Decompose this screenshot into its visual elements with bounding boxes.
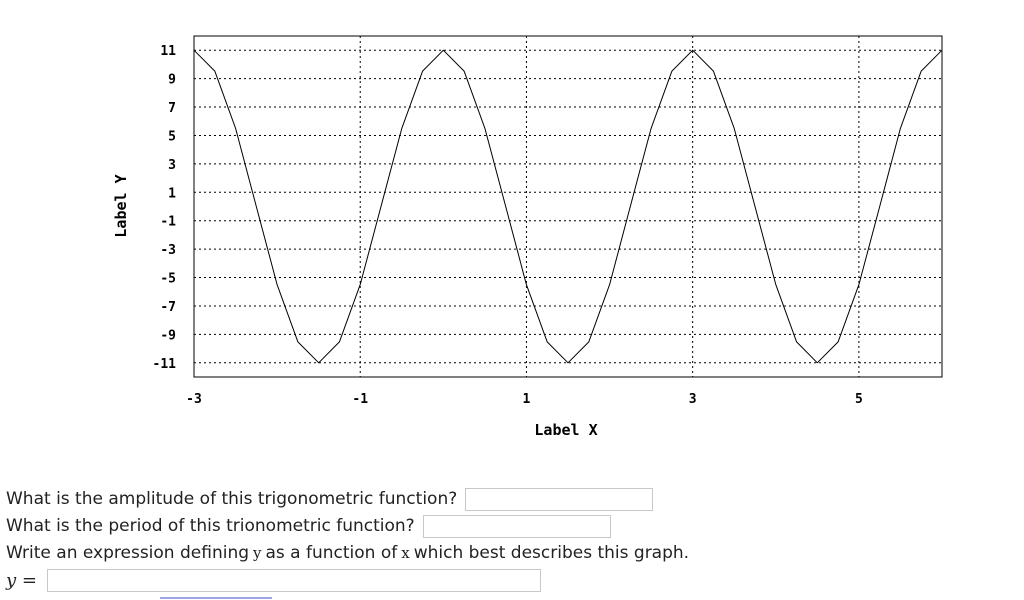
series-layer [194,50,942,363]
plot-frame [194,36,942,377]
variable-y: y [253,544,262,562]
amplitude-input[interactable] [465,488,653,511]
y-tick-label: 7 [168,101,176,117]
y-tick-label: -5 [160,271,176,287]
question-amplitude [6,486,1016,513]
y-tick-labels [153,44,177,372]
scroll-indicator [160,597,272,599]
y-tick-label: 5 [168,129,176,145]
series-line [194,50,942,363]
y-tick-label: 1 [168,186,176,202]
y-axis-label: Label Y [112,174,130,238]
y-tick-label: -1 [160,214,176,230]
x-tick-label: 1 [522,392,531,407]
x-tick-label: 5 [854,392,863,407]
y-tick-label: 9 [168,72,176,88]
y-equals-label: y = [6,570,37,591]
y-tick-label: 3 [168,157,176,173]
y-tick-label: -9 [160,328,176,344]
question-expression-text-start: Write an expression defining [6,543,250,563]
period-input[interactable] [423,515,611,538]
question-panel [6,486,1016,594]
x-axis-label: Label X [534,421,598,439]
variable-x: x [401,544,410,562]
y-tick-label: -11 [152,356,176,372]
x-tick-label: -1 [352,392,369,407]
y-tick-label: -3 [160,243,176,259]
expression-row [6,567,1016,594]
question-period [6,513,1016,540]
question-expression [6,540,1016,567]
x-tick-labels [186,392,863,407]
x-tick-label: -3 [186,392,202,407]
grid [194,36,942,377]
expression-input[interactable] [47,569,541,592]
question-expression-text-middle: as a function of [265,543,398,563]
y-tick-label: 11 [160,44,176,60]
x-tick-label: 3 [688,392,697,407]
question-amplitude-text: What is the amplitude of this trigonometric function? [6,489,458,509]
y-tick-label: -7 [160,299,176,315]
question-expression-text-end: which best describes this graph. [413,543,690,563]
question-period-text: What is the period of this trionometric function? [6,516,415,536]
